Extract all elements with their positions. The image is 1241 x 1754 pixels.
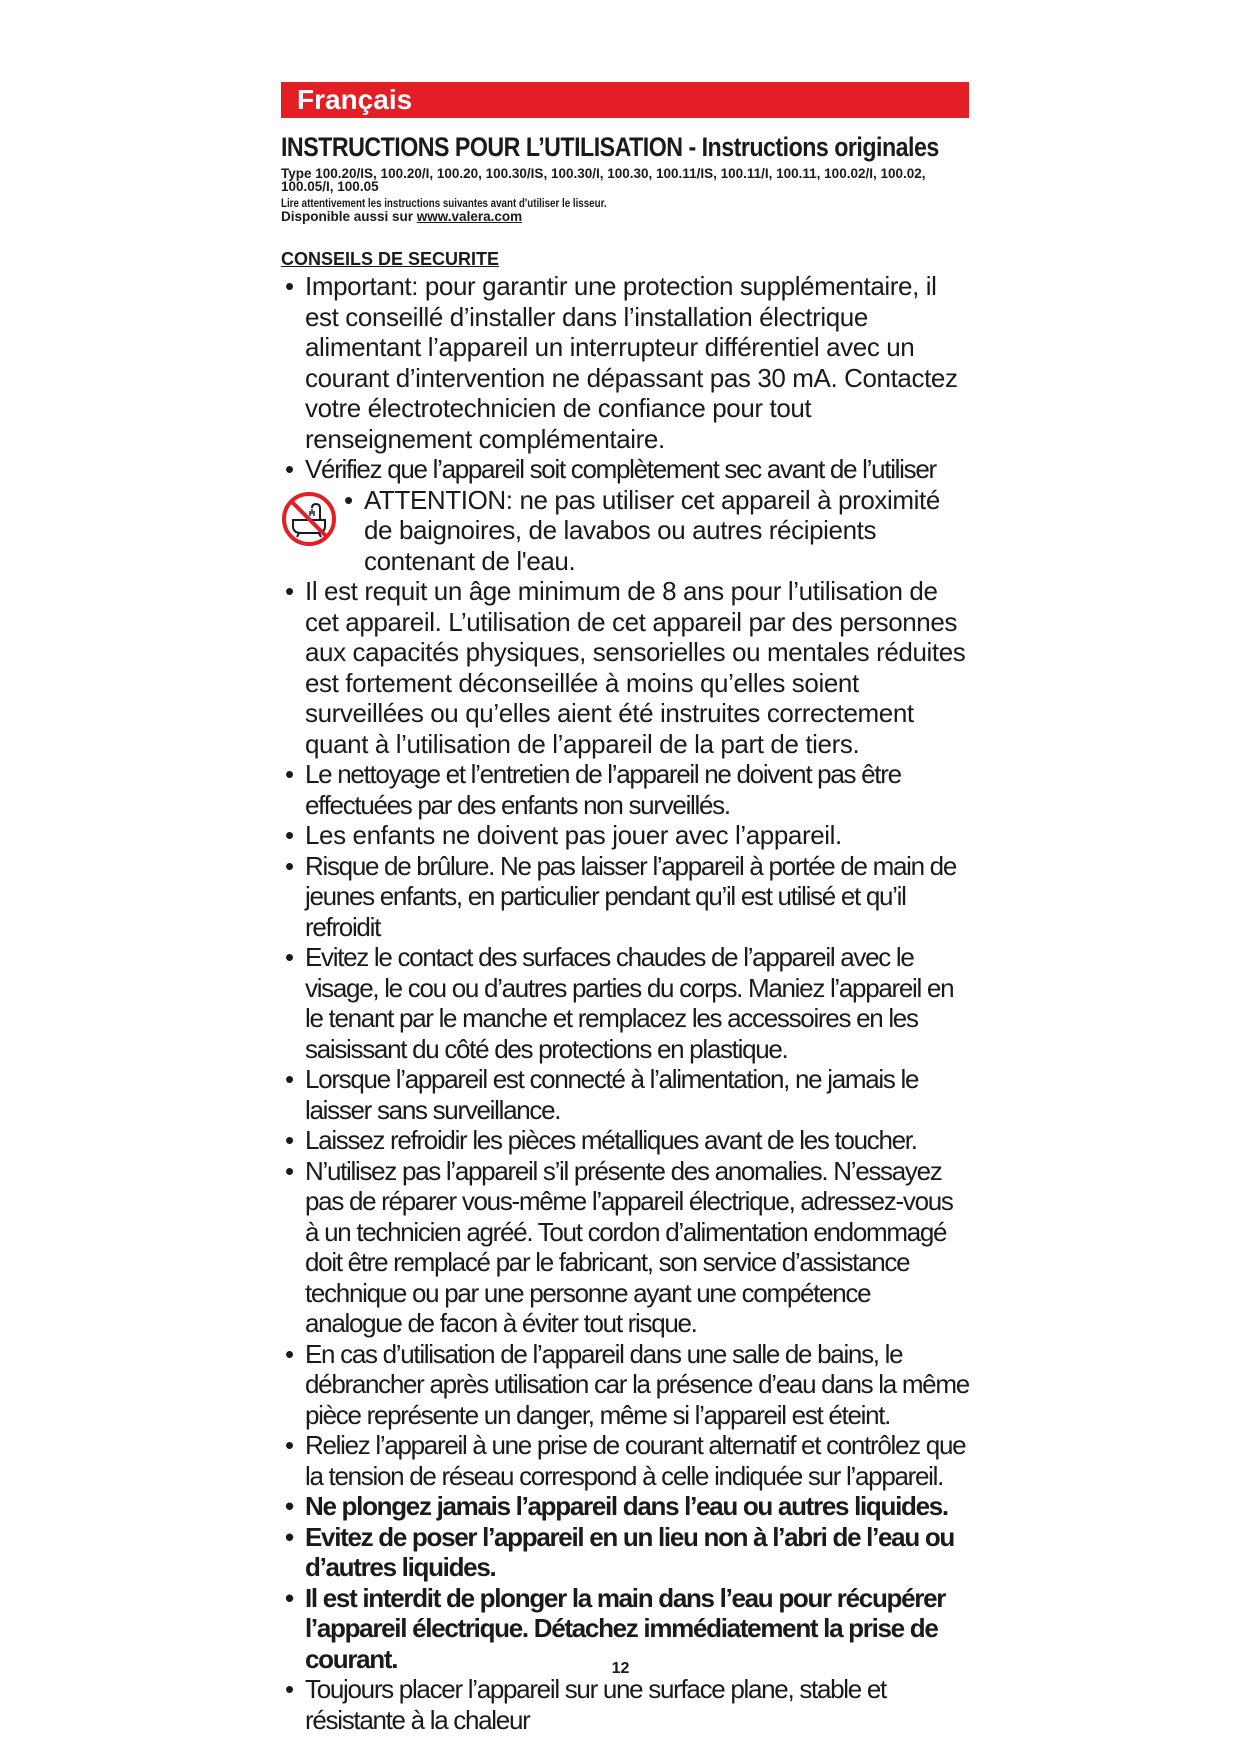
language-header: Français: [281, 82, 969, 118]
item-text: Les enfants ne doivent pas jouer avec l’appareil.: [305, 820, 842, 850]
list-item: [281, 454, 969, 485]
list-item: [281, 1156, 969, 1339]
list-item: [281, 851, 969, 943]
bullet: •: [285, 820, 294, 850]
list-item: [281, 576, 969, 759]
item-text: En cas d’utilisation de l’appareil dans une salle de bains, le débrancher après utilisation car la présence d’eau dans la même pièce représente un danger, même si l’appareil est éteint.: [305, 1338, 969, 1430]
list-item: [281, 1491, 969, 1522]
no-bathtub-icon: [281, 491, 337, 547]
bullet: •: [285, 1674, 293, 1704]
bullet: •: [285, 576, 294, 606]
bullet: •: [285, 1430, 293, 1460]
list-item: [281, 1674, 969, 1735]
list-item: [281, 1522, 969, 1583]
page-number: 12: [611, 1660, 630, 1677]
bullet: •: [285, 942, 293, 972]
bullet: •: [285, 1521, 293, 1552]
item-text: Ne plongez jamais l’appareil dans l’eau ou autres liquides.: [305, 1491, 948, 1521]
item-text: Il est requit un âge minimum de 8 ans pour l’utilisation de cet appareil. L’utilisation de cet appareil par des personnes aux capacités physiques, sensorielles ou mentales réduites est fortement déconseillée à moins qu’elles soient surveillées ou qu’elles aient été instruites correctement quant à l’utilisation de l’appareil de la part de tiers.: [305, 576, 966, 759]
availability-prefix: Disponible aussi sur: [281, 209, 417, 224]
list-item: [281, 271, 969, 454]
bullet: •: [285, 1125, 293, 1155]
read-notice: Lire attentivement les instructions suivantes avant d'utiliser le lisseur.: [281, 198, 607, 210]
attention-item: [281, 485, 969, 577]
list-item: [281, 1125, 969, 1156]
list-item: [281, 1339, 969, 1431]
bullet: •: [285, 759, 293, 789]
bullet: •: [285, 1064, 293, 1094]
item-text: Lorsque l’appareil est connecté à l’alimentation, ne jamais le laisser sans surveillance.: [305, 1064, 919, 1125]
list-item: [281, 759, 969, 820]
item-text: Laissez refroidir les pièces métalliques avant de les toucher.: [305, 1125, 917, 1155]
item-text: Il est interdit de plonger la main dans l’eau pour récupérer l’appareil électrique. Détachez immédiatement la prise de courant.: [305, 1582, 946, 1674]
bullet: •: [285, 271, 294, 301]
model-types: Type 100.20/IS, 100.20/I, 100.20, 100.30/IS, 100.30/I, 100.30, 100.11/IS, 100.11/I, 100.11, 100.02/I, 100.02, 100.05/I, 100.05: [281, 166, 926, 194]
bullet: •: [285, 454, 293, 484]
bullet: •: [285, 1491, 293, 1521]
item-text: N’utilisez pas l’appareil s’il présente des anomalies. N’essayez pas de réparer vous-même l’appareil électrique, adressez-vous à un technicien agréé. Tout cordon d’alimentation endommagé doit être remplacé par le fabricant, son service d’assistance technique ou par une personne ayant une compétence analogue de facon à éviter tout risque.: [305, 1155, 953, 1338]
item-text: Vérifiez que l’appareil soit complètement sec avant de l’utiliser: [305, 454, 936, 484]
bullet: •: [285, 850, 293, 881]
manual-page: [281, 82, 969, 1735]
section-title: CONSEILS DE SECURITE: [281, 249, 500, 269]
safety-list: [281, 271, 969, 1735]
page-title: INSTRUCTIONS POUR L’UTILISATION - Instructions originales: [281, 132, 939, 162]
bullet: •: [344, 484, 353, 515]
item-text: Important: pour garantir une protection supplémentaire, il est conseillé d’installer dans l’installation électrique alimentant l’appareil un interrupteur différentiel avec un courant d’intervention ne dépassant pas 30 mA. Contactez votre électrotechnicien de confiance pour tout renseignement complémentaire.: [305, 271, 958, 454]
item-text: Le nettoyage et l’entretien de l’appareil ne doivent pas être effectuées par des enfants non surveillés.: [305, 759, 901, 820]
list-item: [281, 1430, 969, 1491]
item-text: Evitez de poser l’appareil en un lieu non à l’abri de l’eau ou d’autres liquides.: [305, 1521, 955, 1582]
website-link[interactable]: www.valera.com: [416, 209, 523, 224]
bullet: •: [285, 1582, 293, 1613]
list-item: [281, 820, 969, 851]
availability-line: [281, 210, 969, 223]
list-item: [281, 1064, 969, 1125]
item-text: ATTENTION: ne pas utiliser cet appareil à proximité de baignoires, de lavabos ou autres récipients contenant de l'eau.: [364, 484, 940, 576]
list-item: [281, 942, 969, 1064]
bullet: •: [285, 1338, 293, 1369]
item-text: Toujours placer l’appareil sur une surface plane, stable et résistante à la chaleur: [305, 1674, 886, 1735]
bullet: •: [285, 1155, 293, 1186]
item-text: Evitez le contact des surfaces chaudes de l’appareil avec le visage, le cou ou d’autres parties du corps. Maniez l’appareil en le tenant par le manche et remplacez les accessoires en les saisissant du côté des protections en plastique.: [305, 942, 954, 1064]
item-text: Reliez l’appareil à une prise de courant alternatif et contrôlez que la tension de réseau correspond à celle indiquée sur l’appareil.: [305, 1430, 966, 1491]
item-text: Risque de brûlure. Ne pas laisser l’appareil à portée de main de jeunes enfants, en particulier pendant qu’il est utilisé et qu’il refroidit: [305, 850, 956, 942]
